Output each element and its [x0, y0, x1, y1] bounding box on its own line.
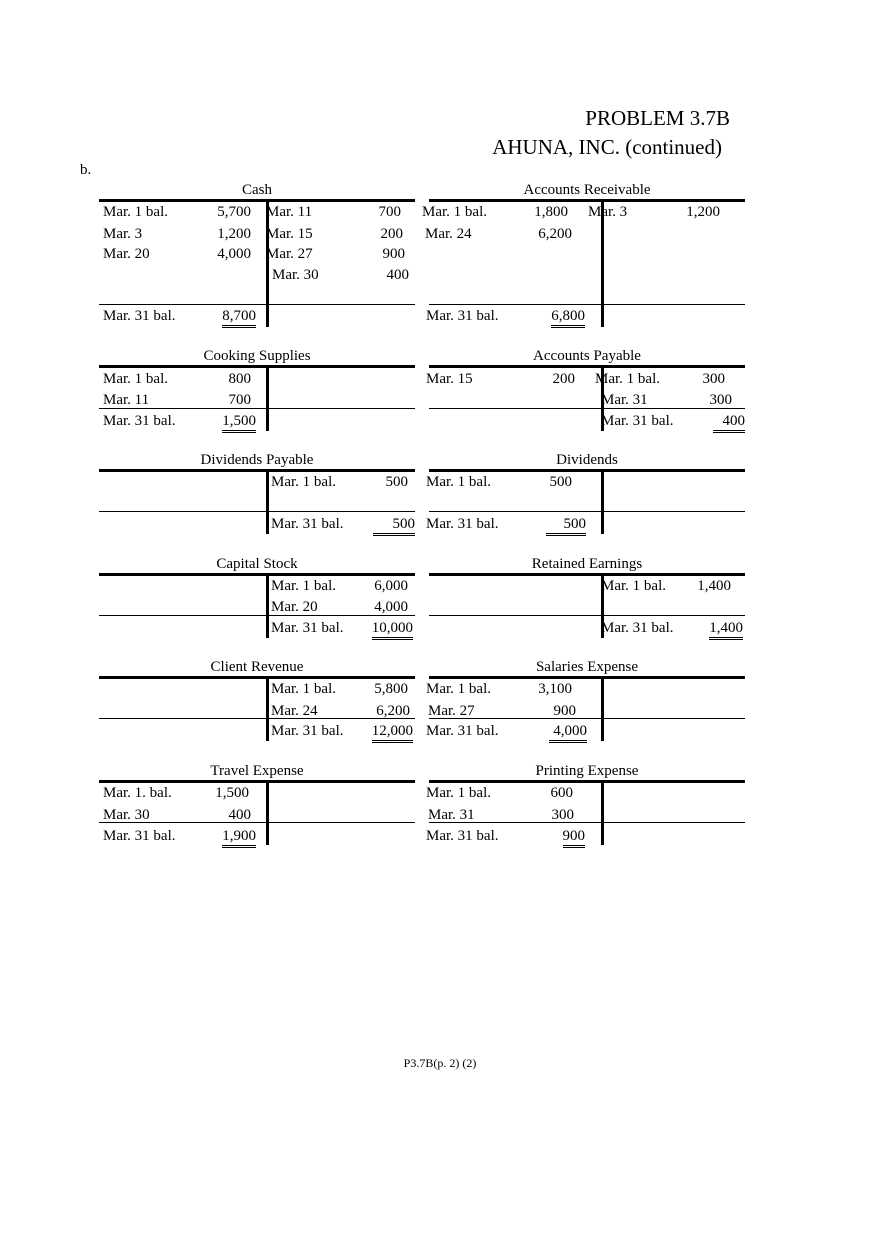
credit-amount: 400: [386, 267, 409, 283]
t-account-top-line: [429, 469, 745, 472]
balance-label: Mar. 31 bal.: [426, 723, 499, 739]
t-account-top-line: [429, 573, 745, 576]
credit-label: Mar. 20: [271, 599, 318, 615]
credit-label: Mar. 24: [271, 703, 318, 719]
credit-amount: 5,800: [374, 681, 408, 697]
credit-amount: 6,200: [376, 703, 410, 719]
account-name: Cash: [242, 182, 272, 198]
credit-amount: 200: [380, 226, 403, 242]
part-label: b.: [80, 162, 92, 178]
credit-label: Mar. 1 bal.: [271, 474, 336, 490]
balance-amount: 6,800: [551, 308, 585, 328]
debit-amount: 4,000: [217, 246, 251, 262]
debit-label: Mar. 20: [103, 246, 150, 262]
t-account-top-line: [429, 780, 745, 783]
credit-amount: 500: [385, 474, 408, 490]
balance-amount: 1,900: [222, 828, 256, 848]
account-name: Printing Expense: [535, 763, 639, 779]
balance-label: Mar. 31 bal.: [103, 828, 176, 844]
balance-label: Mar. 31 bal.: [601, 413, 674, 429]
balance-label: Mar. 31 bal.: [271, 516, 344, 532]
balance-rule: [99, 511, 415, 512]
account-name: Travel Expense: [210, 763, 304, 779]
t-account-top-line: [99, 780, 415, 783]
account-name: Client Revenue: [210, 659, 304, 675]
balance-rule: [429, 822, 745, 823]
t-account-divider: [266, 780, 269, 845]
credit-label: Mar. 1 bal.: [271, 681, 336, 697]
balance-amount: 900: [563, 828, 586, 848]
t-account-divider: [266, 469, 269, 534]
balance-rule: [429, 408, 745, 409]
credit-amount: 1,400: [697, 578, 731, 594]
debit-amount: 400: [228, 807, 251, 823]
debit-label: Mar. 1 bal.: [426, 474, 491, 490]
credit-amount: 4,000: [374, 599, 408, 615]
balance-amount: 8,700: [222, 308, 256, 328]
credit-label: Mar. 1 bal.: [601, 578, 666, 594]
t-account-divider: [601, 469, 604, 534]
t-account-top-line: [429, 365, 745, 368]
balance-label: Mar. 31 bal.: [426, 828, 499, 844]
debit-amount: 5,700: [217, 204, 251, 220]
credit-label: Mar. 1 bal.: [271, 578, 336, 594]
balance-label: Mar. 31 bal.: [426, 516, 499, 532]
t-account-divider: [266, 676, 269, 741]
t-account-top-line: [99, 573, 415, 576]
balance-amount: 1,500: [222, 413, 256, 433]
credit-amount: 900: [382, 246, 405, 262]
t-account-top-line: [429, 676, 745, 679]
debit-label: Mar. 1. bal.: [103, 785, 172, 801]
balance-amount: 1,400: [709, 620, 743, 640]
credit-label: Mar. 31: [601, 392, 648, 408]
balance-label: Mar. 31 bal.: [601, 620, 674, 636]
t-account-top-line: [429, 199, 745, 202]
debit-amount: 1,800: [534, 204, 568, 220]
debit-label: Mar. 1 bal.: [422, 204, 487, 220]
account-name: Dividends Payable: [200, 452, 314, 468]
account-name: Accounts Receivable: [523, 182, 651, 198]
debit-label: Mar. 1 bal.: [103, 204, 168, 220]
t-account-top-line: [99, 199, 415, 202]
debit-label: Mar. 1 bal.: [426, 785, 491, 801]
t-account-divider: [266, 573, 269, 638]
debit-amount: 200: [552, 371, 575, 387]
debit-label: Mar. 11: [103, 392, 150, 408]
t-account-top-line: [99, 469, 415, 472]
balance-amount: 10,000: [372, 620, 413, 640]
account-name: Accounts Payable: [533, 348, 641, 364]
debit-amount: 1,200: [217, 226, 251, 242]
debit-label: Mar. 30: [103, 807, 150, 823]
balance-amount: 500: [373, 516, 416, 536]
debit-label: Mar. 27: [428, 703, 475, 719]
credit-label: Mar. 1 bal.: [595, 371, 660, 387]
credit-label: Mar. 11: [266, 204, 313, 220]
balance-rule: [99, 304, 415, 305]
debit-label: Mar. 1 bal.: [103, 371, 168, 387]
credit-amount: 300: [709, 392, 732, 408]
balance-rule: [429, 615, 745, 616]
account-name: Dividends: [556, 452, 618, 468]
debit-label: Mar. 3: [103, 226, 143, 242]
debit-amount: 6,200: [538, 226, 572, 242]
t-account-top-line: [99, 676, 415, 679]
credit-amount: 1,200: [686, 204, 720, 220]
t-account-top-line: [99, 365, 415, 368]
account-name: Retained Earnings: [531, 556, 643, 572]
balance-label: Mar. 31 bal.: [426, 308, 499, 324]
account-name: Cooking Supplies: [203, 348, 311, 364]
balance-amount: 4,000: [549, 723, 587, 743]
credit-label: Mar. 15: [266, 226, 313, 242]
balance-rule: [429, 511, 745, 512]
problem-title: PROBLEM 3.7B: [585, 106, 730, 130]
credit-label: Mar. 3: [588, 204, 628, 220]
debit-amount: 500: [549, 474, 572, 490]
debit-label: Mar. 31: [428, 807, 475, 823]
debit-amount: 900: [553, 703, 576, 719]
debit-amount: 300: [551, 807, 574, 823]
balance-rule: [429, 304, 745, 305]
balance-amount: 12,000: [372, 723, 413, 743]
debit-amount: 600: [550, 785, 573, 801]
debit-amount: 700: [228, 392, 251, 408]
balance-amount: 400: [713, 413, 746, 433]
balance-label: Mar. 31 bal.: [103, 413, 176, 429]
debit-label: Mar. 15: [426, 371, 473, 387]
t-account-divider: [601, 780, 604, 845]
balance-rule: [99, 615, 415, 616]
t-account-divider: [601, 676, 604, 741]
balance-rule: [429, 718, 745, 719]
page-footer: P3.7B(p. 2) (2): [403, 1056, 477, 1070]
debit-label: Mar. 1 bal.: [426, 681, 491, 697]
debit-amount: 1,500: [215, 785, 249, 801]
debit-amount: 800: [228, 371, 251, 387]
balance-label: Mar. 31 bal.: [271, 620, 344, 636]
credit-amount: 6,000: [374, 578, 408, 594]
credit-label: Mar. 30: [272, 267, 319, 283]
account-name: Salaries Expense: [535, 659, 639, 675]
balance-label: Mar. 31 bal.: [103, 308, 176, 324]
balance-rule: [99, 718, 415, 719]
credit-amount: 300: [702, 371, 725, 387]
credit-label: Mar. 27: [266, 246, 313, 262]
debit-amount: 3,100: [538, 681, 572, 697]
account-name: Capital Stock: [216, 556, 298, 572]
debit-label: Mar. 24: [425, 226, 472, 242]
t-account-divider: [266, 365, 269, 431]
company-title: AHUNA, INC. (continued): [492, 135, 722, 159]
balance-amount: 500: [546, 516, 587, 536]
balance-label: Mar. 31 bal.: [271, 723, 344, 739]
credit-amount: 700: [378, 204, 401, 220]
